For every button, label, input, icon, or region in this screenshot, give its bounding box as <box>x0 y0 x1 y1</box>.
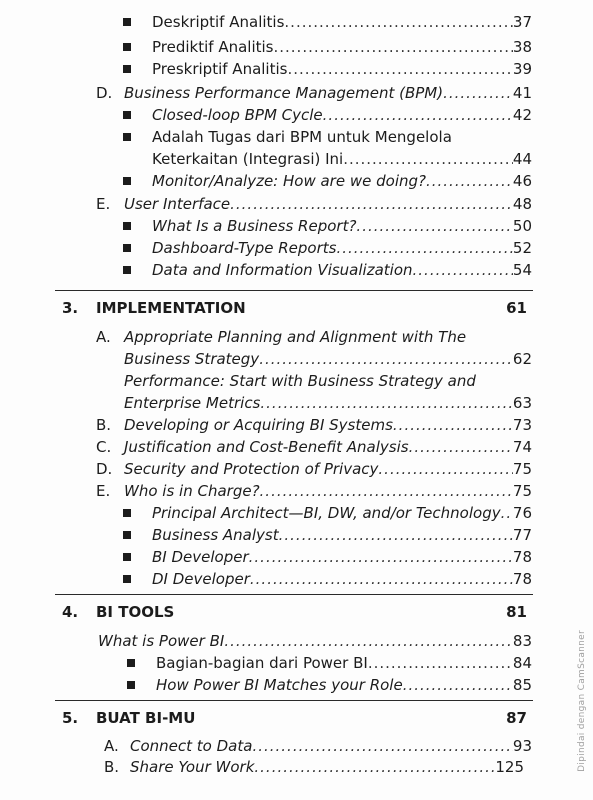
toc-entry-continuation[interactable] <box>0 148 593 170</box>
toc-entry-e[interactable] <box>0 193 593 215</box>
toc-subentry[interactable] <box>0 370 593 392</box>
entry-label: DI Developer <box>152 570 250 588</box>
leader-dots <box>336 237 512 259</box>
leader-dots <box>323 104 513 126</box>
toc-entry[interactable] <box>0 11 593 33</box>
leader-dots <box>250 568 513 590</box>
leader-dots <box>260 480 513 502</box>
bullet-icon <box>123 575 131 583</box>
leader-dots <box>252 735 512 757</box>
entry-label: Who is in Charge? <box>124 482 260 500</box>
toc-entry-b[interactable] <box>0 414 593 436</box>
toc-entry-d[interactable] <box>0 82 593 104</box>
leader-dots <box>284 11 513 33</box>
leader-dots <box>279 524 513 546</box>
leader-dots <box>254 756 495 778</box>
chapter-number: 5. <box>62 709 79 727</box>
toc-subentry-continuation[interactable] <box>0 392 593 414</box>
toc-entry[interactable] <box>0 568 593 590</box>
toc-entry-d[interactable] <box>0 458 593 480</box>
scanner-watermark: Dipindai dengan CamScanner <box>577 630 587 772</box>
bullet-icon <box>123 65 131 73</box>
entry-page: 48 <box>512 195 532 213</box>
entry-page: 125 <box>495 758 524 776</box>
bullet-icon <box>123 133 131 141</box>
chapter-page: 61 <box>506 299 527 317</box>
leader-dots <box>403 674 513 696</box>
bullet-icon <box>127 681 135 689</box>
bullet-icon <box>123 43 131 51</box>
leader-dots <box>443 82 513 104</box>
entry-letter: E. <box>96 195 111 213</box>
leader-dots <box>368 652 513 674</box>
entry-label: Business Performance Management (BPM) <box>124 84 444 102</box>
chapter-divider <box>55 594 533 595</box>
toc-entry-c[interactable] <box>0 436 593 458</box>
chapter-title: BUAT BI-MU <box>96 709 196 727</box>
bullet-icon <box>127 659 135 667</box>
entry-page: 37 <box>512 13 532 31</box>
entry-letter: D. <box>96 460 113 478</box>
entry-label: Preskriptif Analitis <box>152 60 288 78</box>
entry-page: 39 <box>512 60 532 78</box>
entry-label: Business Analyst <box>152 526 279 544</box>
chapter-page: 81 <box>506 603 527 621</box>
entry-page: 42 <box>512 106 532 124</box>
leader-dots <box>260 392 513 414</box>
entry-label: Justification and Cost-Benefit Analysis <box>124 438 409 456</box>
bullet-icon <box>123 18 131 26</box>
entry-letter: D. <box>96 84 113 102</box>
entry-page: 78 <box>512 548 532 566</box>
entry-label: Dashboard-Type Reports <box>152 239 337 257</box>
entry-label: Principal Architect—BI, DW, and/or Technology <box>152 504 501 522</box>
toc-entry[interactable] <box>0 674 593 696</box>
bullet-icon <box>123 222 131 230</box>
bullet-icon <box>123 111 131 119</box>
leader-dots <box>249 546 513 568</box>
entry-label-line1: Performance: Start with Business Strategy and <box>124 372 476 390</box>
entry-page: 75 <box>512 482 532 500</box>
leader-dots <box>501 502 513 524</box>
bullet-icon <box>123 266 131 274</box>
leader-dots <box>273 36 512 58</box>
toc-entry-b[interactable] <box>0 756 593 778</box>
entry-label: BI Developer <box>152 548 249 566</box>
toc-entry[interactable] <box>0 502 593 524</box>
chapter-number: 4. <box>62 603 79 621</box>
entry-page: 83 <box>512 632 532 650</box>
bullet-icon <box>123 531 131 539</box>
entry-letter: C. <box>96 438 112 456</box>
entry-page: 78 <box>512 570 532 588</box>
chapter-divider <box>55 290 533 291</box>
entry-page: 74 <box>512 438 532 456</box>
chapter-heading-3[interactable] <box>0 296 593 320</box>
entry-label: Developing or Acquiring BI Systems <box>124 416 393 434</box>
toc-entry-e[interactable] <box>0 480 593 502</box>
entry-letter: B. <box>104 758 120 776</box>
entry-page: 38 <box>512 38 532 56</box>
entry-page: 46 <box>512 172 532 190</box>
toc-entry-a[interactable] <box>0 735 593 757</box>
toc-entry[interactable] <box>0 104 593 126</box>
toc-entry-a[interactable] <box>0 326 593 348</box>
toc-entry[interactable] <box>0 652 593 674</box>
entry-page: 73 <box>512 416 532 434</box>
toc-entry[interactable] <box>0 630 593 652</box>
entry-page: 84 <box>512 654 532 672</box>
leader-dots <box>259 348 513 370</box>
entry-label: Share Your Work <box>130 758 255 776</box>
entry-label: Data and Information Visualization <box>152 261 413 279</box>
entry-label: How Power BI Matches your Role <box>156 676 403 694</box>
toc-entry[interactable] <box>0 546 593 568</box>
entry-label-line2: Business Strategy <box>124 350 260 368</box>
toc-entry[interactable] <box>0 170 593 192</box>
entry-page: 44 <box>512 150 532 168</box>
toc-entry[interactable] <box>0 524 593 546</box>
chapter-title: IMPLEMENTATION <box>96 299 246 317</box>
entry-page: 50 <box>512 217 532 235</box>
toc-entry[interactable] <box>0 215 593 237</box>
entry-label: User Interface <box>124 195 231 213</box>
chapter-divider <box>55 700 533 701</box>
entry-label: Security and Protection of Privacy <box>124 460 379 478</box>
leader-dots <box>409 436 513 458</box>
chapter-title: BI TOOLS <box>96 603 175 621</box>
entry-label-line1: Appropriate Planning and Alignment with The <box>124 328 467 346</box>
bullet-icon <box>123 244 131 252</box>
entry-page: 41 <box>512 84 532 102</box>
entry-label: Prediktif Analitis <box>152 38 274 56</box>
entry-label: Monitor/Analyze: How are we doing? <box>152 172 426 190</box>
bullet-icon <box>123 553 131 561</box>
entry-page: 63 <box>512 394 532 412</box>
leader-dots <box>230 193 513 215</box>
entry-letter: A. <box>104 737 119 755</box>
entry-label: Deskriptif Analitis <box>152 13 285 31</box>
entry-page: 85 <box>512 676 532 694</box>
entry-page: 62 <box>512 350 532 368</box>
entry-letter: A. <box>96 328 111 346</box>
entry-page: 75 <box>512 460 532 478</box>
entry-page: 52 <box>512 239 532 257</box>
leader-dots <box>287 58 512 80</box>
toc-entry[interactable] <box>0 36 593 58</box>
leader-dots <box>378 458 513 480</box>
entry-label: What Is a Business Report? <box>152 217 357 235</box>
entry-label-line2: Enterprise Metrics <box>124 394 261 412</box>
entry-label: Connect to Data <box>130 737 253 755</box>
bullet-icon <box>123 509 131 517</box>
toc-entry[interactable] <box>0 237 593 259</box>
chapter-page: 87 <box>506 709 527 727</box>
leader-dots <box>426 170 513 192</box>
chapter-heading-4[interactable] <box>0 600 593 624</box>
entry-label: Closed-loop BPM Cycle <box>152 106 323 124</box>
entry-letter: B. <box>96 416 112 434</box>
bullet-icon <box>123 177 131 185</box>
toc-entry[interactable] <box>0 126 593 148</box>
leader-dots <box>356 215 512 237</box>
entry-page: 76 <box>512 504 532 522</box>
entry-label: What is Power BI <box>98 632 225 650</box>
leader-dots <box>393 414 513 436</box>
entry-page: 93 <box>512 737 532 755</box>
entry-label: Bagian-bagian dari Power BI <box>156 654 368 672</box>
toc-entry[interactable] <box>0 58 593 80</box>
toc-entry-continuation[interactable] <box>0 348 593 370</box>
entry-label-line1: Adalah Tugas dari BPM untuk Mengelola <box>152 128 452 146</box>
toc-entry[interactable] <box>0 259 593 281</box>
entry-letter: E. <box>96 482 111 500</box>
entry-page: 77 <box>512 526 532 544</box>
leader-dots <box>413 259 513 281</box>
chapter-number: 3. <box>62 299 79 317</box>
chapter-heading-5[interactable] <box>0 706 593 730</box>
leader-dots <box>224 630 513 652</box>
leader-dots <box>343 148 513 170</box>
entry-page: 54 <box>512 261 532 279</box>
entry-label-line2: Keterkaitan (Integrasi) Ini <box>152 150 344 168</box>
